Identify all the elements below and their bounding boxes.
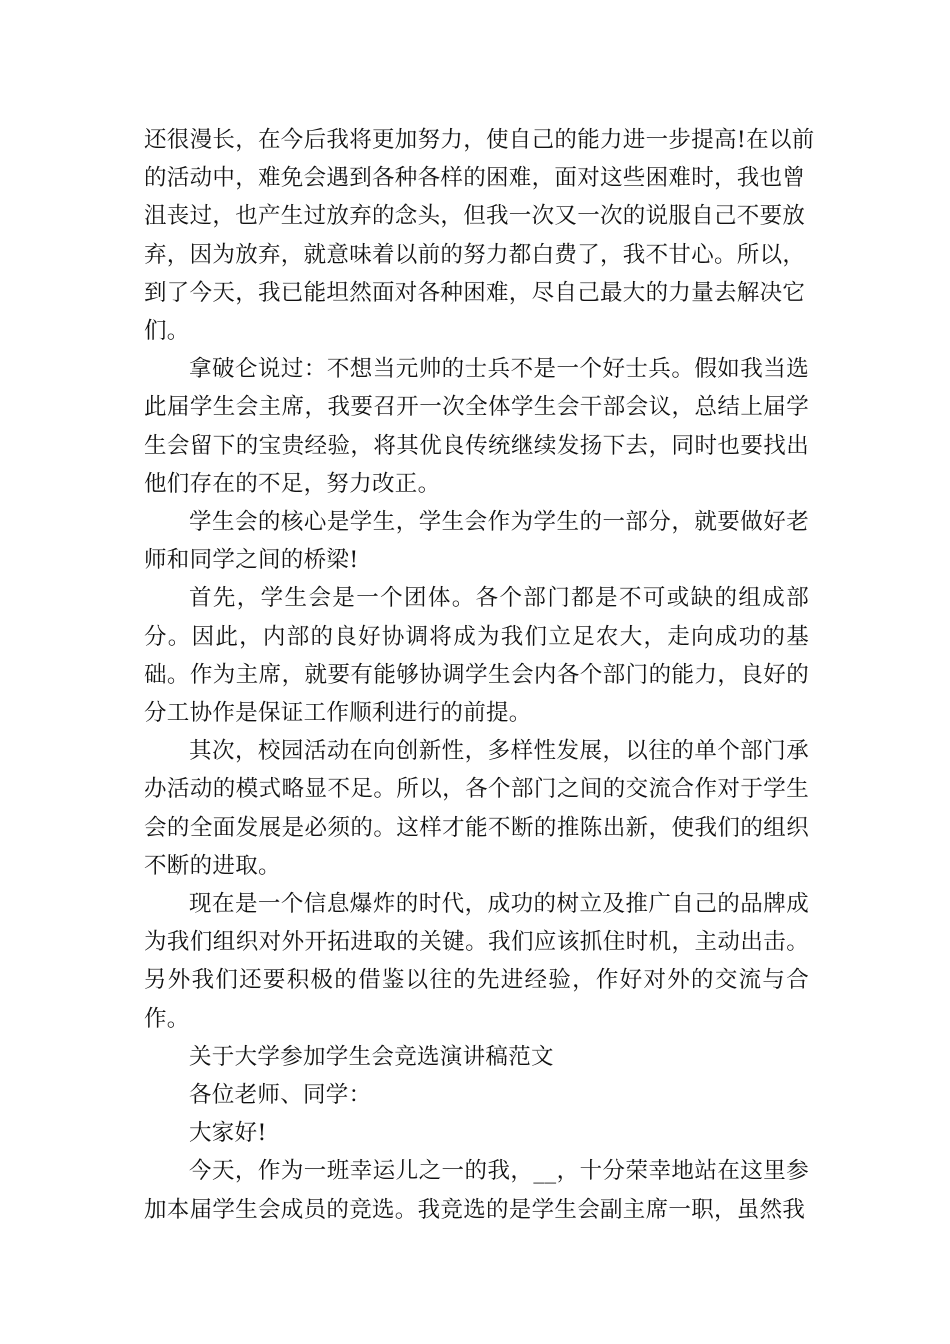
- paragraph: 拿破仑说过：不想当元帅的士兵不是一个好士兵。假如我当选此届学生会主席，我要召开一次全体学生会干部会议，总结上届学生会留下的宝贵经验，将其优良传统继续发扬下去，同时也要找出他们存在的不足，努力改正。: [144, 356, 809, 497]
- text-line: 到了今天，我已能坦然面对各种困难，尽自己最大的力量去解决它: [144, 279, 806, 306]
- text-line: 沮丧过，也产生过放弃的念头，但我一次又一次的说服自己不要放: [144, 203, 806, 230]
- salutation: 各位老师、同学：: [189, 1082, 372, 1109]
- paragraph: 现在是一个信息爆炸的时代，成功的树立及推广自己的品牌成为我们组织对外开拓进取的关键。我们应该抓住时机，主动出击。另外我们还要积极的借鉴以往的先进经验，作好对外的交流与合作。: [144, 891, 809, 1032]
- document-body: [144, 121, 815, 1229]
- paragraph: 今天，作为一班幸运儿之一的我，__，十分荣幸地站在这里参加本届学生会成员的竞选。我竞选的是学生会副主席一职，虽然我: [144, 1158, 809, 1223]
- greeting: 大家好!: [189, 1120, 267, 1147]
- text-line: 弃，因为放弃，就意味着以前的努力都白费了，我不甘心。所以，: [144, 241, 806, 268]
- paragraph: 首先，学生会是一个团体。各个部门都是不可或缺的组成部分。因此，内部的良好协调将成为我们立足农大，走向成功的基础。作为主席，就要有能够协调学生会内各个部门的能力，良好的分工协作是保证工作顺利进行的前提。: [144, 585, 809, 727]
- paragraph: 其次，校园活动在向创新性，多样性发展，以往的单个部门承办活动的模式略显不足。所以，各个部门之间的交流合作对于学生会的全面发展是必须的。这样才能不断的推陈出新，使我们的组织不断的进取。: [144, 738, 809, 879]
- text-line: 们。: [144, 318, 190, 345]
- text-line: 的活动中，难免会遇到各种各样的困难，面对这些困难时，我也曾: [144, 165, 806, 192]
- section-title: 关于大学参加学生会竞选演讲稿范文: [189, 1043, 554, 1070]
- paragraph: 学生会的核心是学生，学生会作为学生的一部分，就要做好老师和同学之间的桥梁!: [144, 509, 809, 574]
- text-line: 还很漫长，在今后我将更加努力，使自己的能力进一步提高!在以前: [144, 127, 815, 153]
